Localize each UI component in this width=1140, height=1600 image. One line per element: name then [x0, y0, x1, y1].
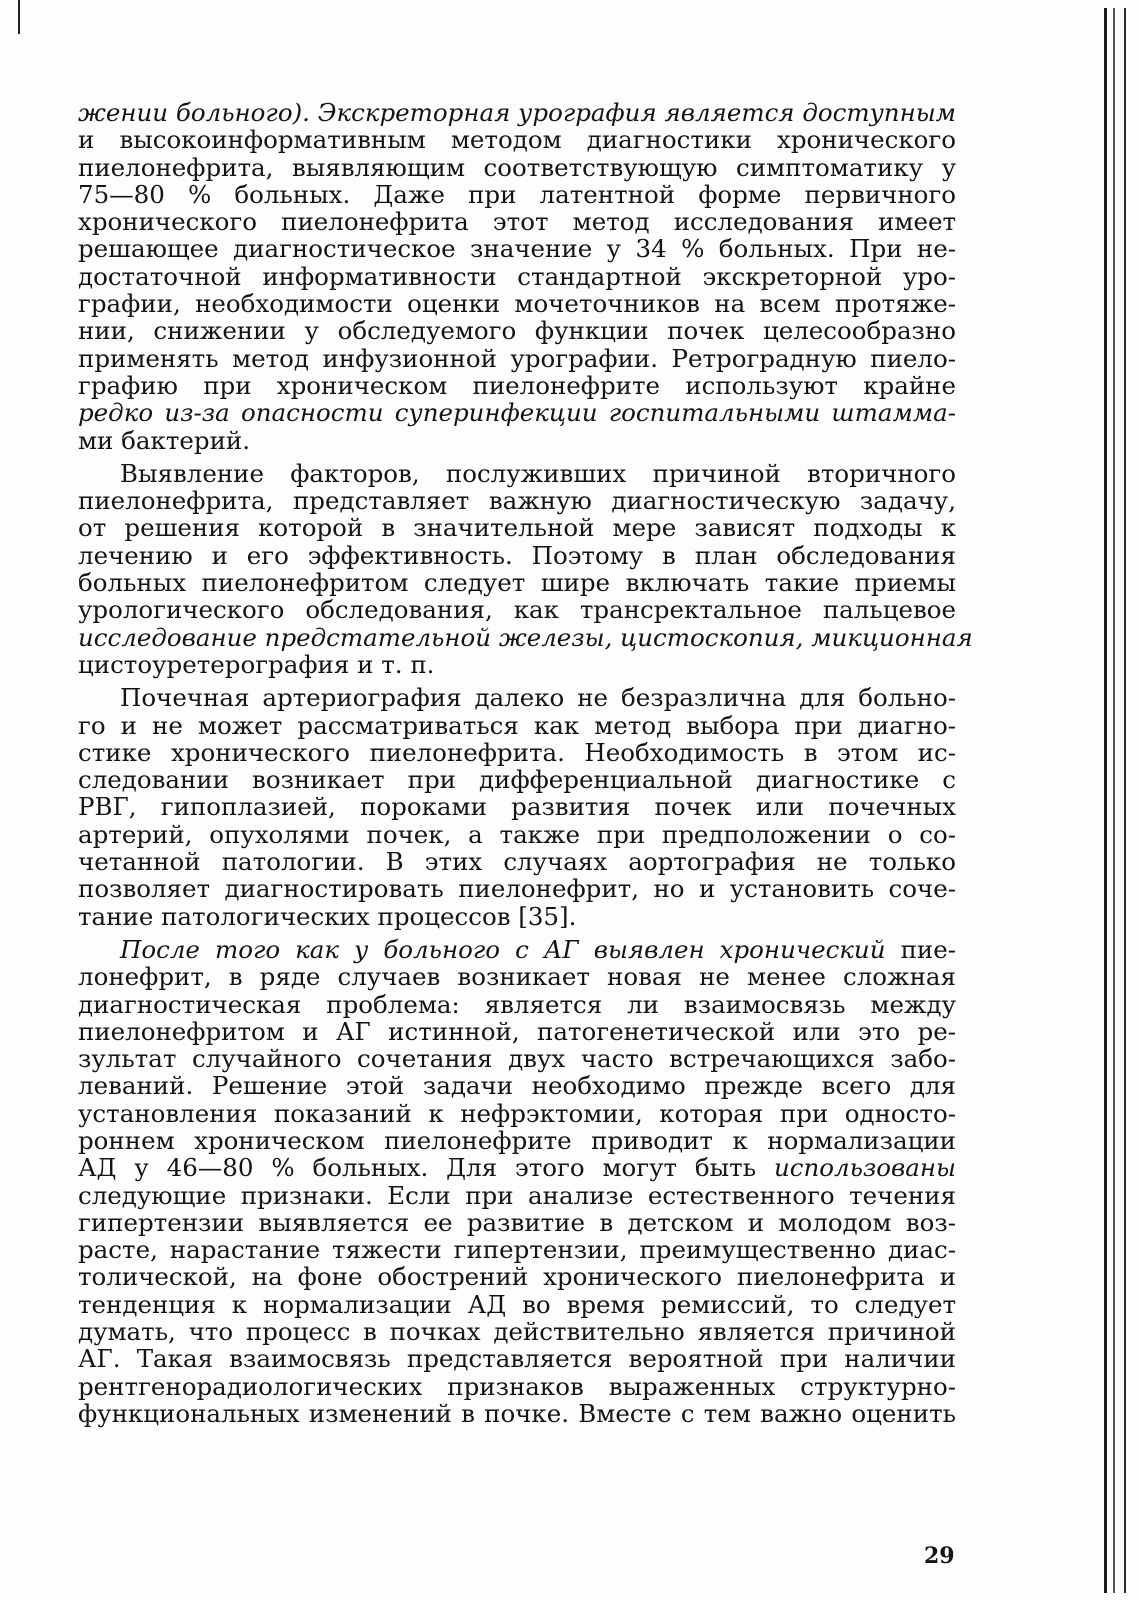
- book-binding-edge: [1104, 8, 1126, 1593]
- text-segment: решающее диагностическое значение у 34 % больных. При не-: [78, 234, 956, 264]
- paragraph: [78, 99, 956, 454]
- text-line: [78, 345, 956, 372]
- text-segment: функциональных изменений в почке. Вместе с тем важно оценить: [78, 1398, 956, 1428]
- text-line: [78, 963, 956, 990]
- paragraph: [78, 684, 956, 930]
- text-line: [78, 1127, 956, 1154]
- text-segment: пие-: [900, 934, 956, 964]
- text-line: [78, 1182, 956, 1209]
- text-line: [78, 1209, 956, 1236]
- text-segment: графии, необходимости оценки мочеточников на всем протяже-: [78, 289, 956, 319]
- text-segment: рентгенорадиологических признаков выраженных структурно-: [78, 1371, 956, 1401]
- text-line: [78, 596, 956, 623]
- text-line: [78, 1400, 956, 1427]
- text-segment: АД у 46—80 % больных. Для этого могут быть: [78, 1153, 774, 1183]
- text-line: [78, 569, 956, 596]
- page-number: 29: [924, 1543, 955, 1569]
- text-segment: зультат случайного сочетания двух часто встречающихся забо-: [78, 1044, 956, 1074]
- text-line: [78, 399, 956, 426]
- text-segment: жении больного). Экскреторная урография является доступным: [78, 98, 956, 127]
- text-segment: толической, на фоне обострений хронического пиелонефрита и: [78, 1262, 956, 1292]
- text-line: [78, 542, 956, 569]
- text-segment: редко из-за опасности суперинфекции госпитальными штамма-: [78, 398, 956, 428]
- text-line: [78, 793, 956, 820]
- text-segment: использованы: [773, 1153, 956, 1183]
- text-segment: После того как у больного с АГ выявлен хронический: [120, 934, 901, 964]
- text-segment: больных пиелонефритом следует шире включать такие приемы: [78, 568, 956, 598]
- text-segment: от решения которой в значительной мере зависят подходы к: [78, 513, 956, 543]
- text-segment: пиелонефрита, выявляющим соответствующую симптоматику у: [78, 152, 956, 182]
- text-segment: следовании возникает при дифференциальной диагностике с: [78, 765, 956, 795]
- text-segment: пиелонефрита, представляет важную диагностическую задачу,: [78, 486, 956, 516]
- text-line: [78, 739, 956, 766]
- text-line: [78, 372, 956, 399]
- text-segment: тенденция к нормализации АД во время ремиссий, то следует: [78, 1289, 956, 1319]
- text-segment: леваний. Решение этой задачи необходимо прежде всего для: [78, 1071, 956, 1101]
- text-segment: го и не может рассматриваться как метод выбора при диагно-: [78, 710, 956, 740]
- text-line: [78, 317, 956, 344]
- text-segment: гипертензии выявляется ее развитие в детском и молодом воз-: [78, 1207, 956, 1237]
- text-line: [78, 1018, 956, 1045]
- text-line: [78, 427, 956, 454]
- text-line: [78, 126, 956, 153]
- text-segment: Выявление факторов, послуживших причиной вторичного: [120, 458, 956, 488]
- text-line: [78, 263, 956, 290]
- text-segment: лонефрит, в ряде случаев возникает новая не менее сложная: [78, 962, 956, 992]
- text-segment: думать, что процесс в почках действительно является причиной: [78, 1317, 956, 1347]
- text-segment: цистоуретерография и т. п.: [78, 649, 435, 679]
- text-line: [78, 154, 956, 181]
- text-line: [78, 1236, 956, 1263]
- text-line: [78, 290, 956, 317]
- text-line: [78, 651, 956, 678]
- text-line: [78, 875, 956, 902]
- text-segment: и высокоинформативным методом диагностики хронического: [78, 125, 956, 155]
- text-segment: Почечная артериография далеко не безразлична для больно-: [120, 683, 956, 713]
- text-line: [78, 936, 956, 963]
- text-line: [78, 181, 956, 208]
- text-segment: диагностическая проблема: является ли взаимосвязь между: [78, 989, 956, 1019]
- text-line: [78, 99, 956, 126]
- text-line: [78, 848, 956, 875]
- text-line: [78, 460, 956, 487]
- text-segment: следующие признаки. Если при анализе естественного течения: [78, 1180, 956, 1210]
- text-line: [78, 514, 956, 541]
- text-segment: артерий, опухолями почек, а также при предположении о со-: [78, 819, 956, 849]
- text-segment: установления показаний к нефрэктомии, которая при односто-: [78, 1098, 956, 1128]
- text-segment: стике хронического пиелонефрита. Необходимость в этом ис-: [78, 737, 956, 767]
- body-text: [78, 98, 973, 1428]
- text-segment: урологического обследования, как трансректальное пальцевое: [78, 595, 956, 625]
- text-line: [78, 1373, 956, 1400]
- text-line: [78, 208, 956, 235]
- text-line: [78, 1291, 956, 1318]
- text-segment: позволяет диагностировать пиелонефрит, но и установить соче-: [78, 874, 956, 904]
- text-segment: четанной патологии. В этих случаях аортография не только: [78, 847, 956, 877]
- text-segment: РВГ, гипоплазией, пороками развития почек или почечных: [78, 792, 956, 822]
- paragraph: [78, 936, 956, 1427]
- text-segment: исследование предстательной железы, цистоскопия, микционная: [78, 622, 973, 652]
- text-line: [78, 622, 973, 652]
- text-segment: роннем хроническом пиелонефрите приводит к нормализации: [78, 1125, 956, 1155]
- text-line: [78, 684, 956, 711]
- text-line: [78, 766, 956, 793]
- text-line: [78, 487, 956, 514]
- text-line: [78, 712, 956, 739]
- text-segment: тание патологических процессов [35].: [78, 901, 577, 931]
- text-segment: ми бактерий.: [78, 425, 251, 455]
- text-line: [78, 1100, 956, 1127]
- text-segment: хронического пиелонефрита этот метод исследования имеет: [78, 207, 956, 237]
- paragraph: [78, 458, 973, 679]
- text-line: [78, 1263, 956, 1290]
- text-segment: нии, снижении у обследуемого функции почек целесообразно: [78, 316, 956, 346]
- text-line: [78, 821, 956, 848]
- text-segment: пиелонефритом и АГ истинной, патогенетической или это ре-: [78, 1016, 956, 1046]
- text-segment: лечению и его эффективность. Поэтому в план обследования: [78, 540, 956, 570]
- text-segment: применять метод инфузионной урографии. Ретроградную пиело-: [78, 343, 956, 373]
- text-line: [78, 1072, 956, 1099]
- text-segment: графию при хроническом пиелонефрите используют крайне: [78, 370, 956, 400]
- text-segment: достаточной информативности стандартной экскреторной уро-: [78, 261, 956, 291]
- text-line: [78, 991, 956, 1018]
- scan-edge-mark: [18, 0, 20, 34]
- text-line: [78, 1154, 956, 1181]
- text-line: [78, 1345, 956, 1372]
- text-segment: расте, нарастание тяжести гипертензии, преимущественно диас-: [78, 1235, 956, 1265]
- text-segment: 75—80 % больных. Даже при латентной форме первичного: [78, 179, 956, 209]
- text-line: [78, 1318, 956, 1345]
- text-line: [78, 235, 956, 262]
- text-segment: АГ. Такая взаимосвязь представляется вероятной при наличии: [78, 1344, 956, 1374]
- text-line: [78, 903, 956, 930]
- text-line: [78, 1045, 956, 1072]
